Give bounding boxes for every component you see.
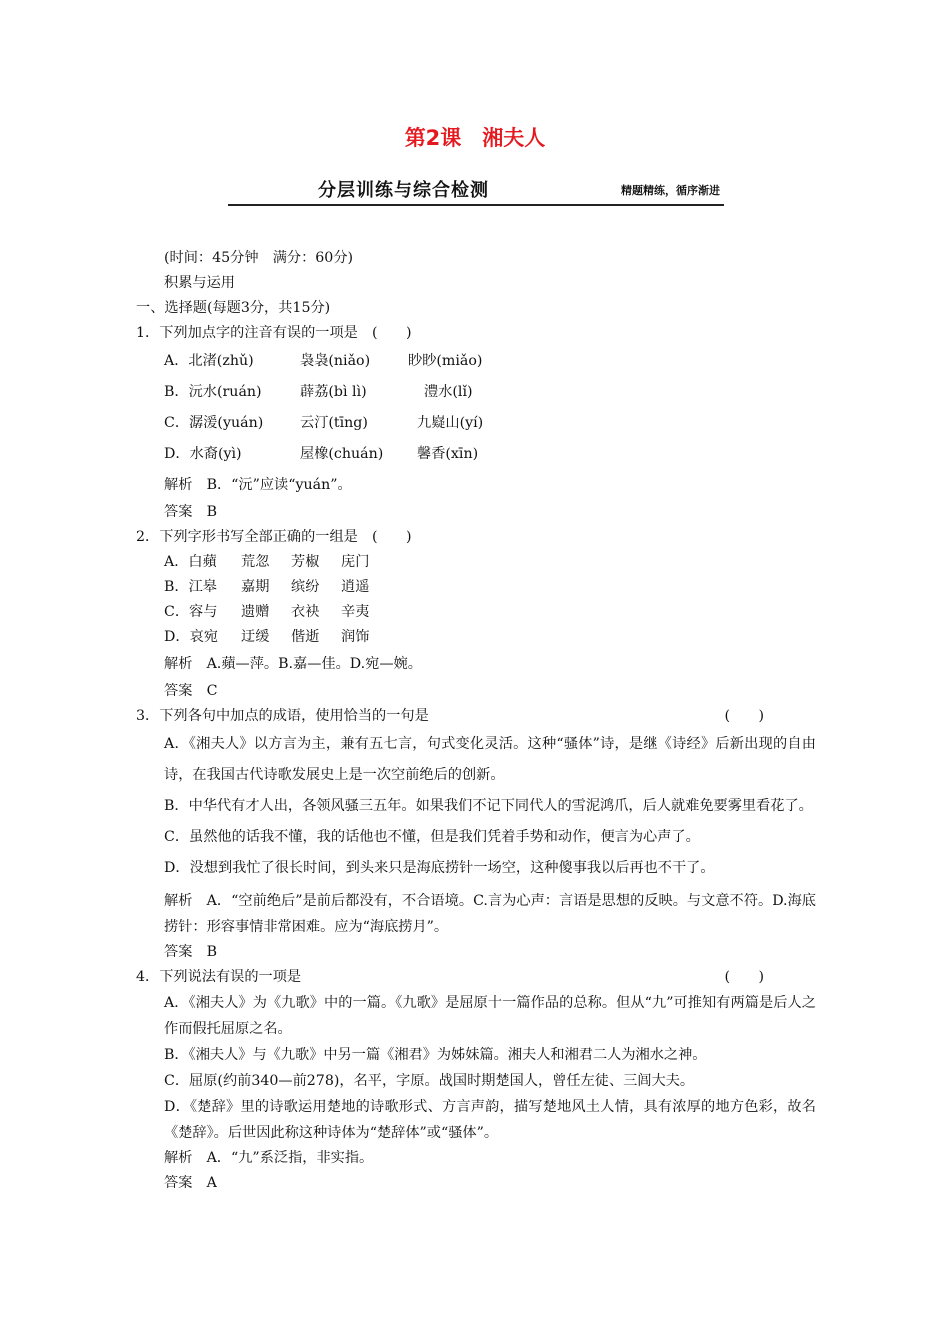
q2-option-a: A．白蘋 荒忽 芳椒 庑门 [164, 554, 370, 570]
q4-option-b: B．《湘夫人》与《九歌》中另一篇《湘君》为姊妹篇。湘夫人和湘君二人为湘水之神。 [164, 1047, 707, 1063]
q2-option-b: B．江皋 嘉期 缤纷 逍遥 [164, 579, 370, 595]
q2-analysis: 解析 A.蘋—萍。B.嘉—佳。D.宛—婉。 [164, 656, 422, 672]
page-title: 第2课 湘夫人 [404, 126, 546, 150]
q4-stem-row [136, 965, 816, 990]
section-banner [228, 174, 724, 206]
q4-option-d: D．《楚辞》里的诗歌运用楚地的诗歌形式、方言声韵，描写楚地风土人情，具有浓厚的地方色彩，故名《楚辞》。后世因此称这种诗体为“楚辞体”或“骚体”。 [164, 1099, 816, 1141]
q4-stem: 4．下列说法有误的一项是 [136, 969, 302, 985]
q2-stem: 2．下列字形书写全部正确的一组是 ( ) [136, 529, 412, 545]
q3-option-d: D．没想到我忙了很长时间，到头来只是海底捞针一场空，这种傻事我以后再也不干了。 [164, 860, 715, 876]
q1-option-a: A．北渚(zhǔ) 袅袅(niǎo) 眇眇(miǎo) [164, 353, 483, 369]
q1-analysis: 解析 B．“沅”应读“yuán”。 [164, 477, 352, 493]
q3-answer-blank: ( ) [724, 708, 764, 724]
q4-analysis: 解析 A．“九”系泛指，非实指。 [164, 1150, 374, 1166]
q2-answer: 答案 C [164, 683, 218, 699]
q2-option-d: D．哀宛 迂缓 偕逝 润饰 [164, 629, 370, 645]
q2-option-c: C．容与 遗赠 衣袂 辛夷 [164, 604, 370, 620]
q4-option-c: C．屈原(约前340—前278)，名平，字原。战国时期楚国人，曾任左徒、三闾大夫。 [164, 1073, 695, 1089]
q3-stem-row [136, 704, 816, 729]
exercise-content [136, 246, 816, 1196]
part-heading: 一、选择题(每题3分，共15分) [136, 300, 331, 316]
q4-answer: 答案 A [164, 1175, 217, 1191]
q3-analysis: 解析 A．“空前绝后”是前后都没有，不合语境。C.言为心声：言语是思想的反映。与文意不符。D.海底捞针：形容事情非常困难。应为“海底捞月”。 [164, 893, 816, 935]
q3-option-b: B．中华代有才人出，各领风骚三五年。如果我们不记下同代人的雪泥鸿爪，后人就难免要雾里看花了。 [164, 798, 813, 814]
q4-option-a: A．《湘夫人》为《九歌》中的一篇。《九歌》是屈原十一篇作品的总称。但从“九”可推知有两篇是后人之作而假托屈原之名。 [164, 995, 816, 1037]
time-score: (时间：45分钟 满分：60分) [164, 250, 354, 266]
q3-option-a: A．《湘夫人》以方言为主，兼有五七言，句式变化灵活。这种“骚体”诗，是继《诗经》后新出现的自由诗，在我国古代诗歌发展史上是一次空前绝后的创新。 [164, 736, 816, 783]
banner-subtitle: 精题精练，循序渐进 [621, 184, 720, 197]
banner-title: 分层训练与综合检测 [318, 180, 489, 201]
q3-answer: 答案 B [164, 944, 217, 960]
q3-option-c: C．虽然他的话我不懂，我的话他也不懂，但是我们凭着手势和动作，便言为心声了。 [164, 829, 700, 845]
q1-answer: 答案 B [164, 504, 217, 520]
q1-stem: 1．下列加点字的注音有误的一项是 ( ) [136, 325, 412, 341]
section-heading: 积累与运用 [164, 275, 235, 291]
q1-option-d: D．水裔(yì) 屋橡(chuán) 馨香(xīn) [164, 446, 479, 462]
q1-option-c: C．潺湲(yuán) 云汀(tīng) 九嶷山(yí) [164, 415, 484, 431]
q1-option-b: B．沅水(ruán) 薜荔(bì lì) 澧水(lǐ) [164, 384, 473, 400]
q3-stem: 3．下列各句中加点的成语，使用恰当的一句是 [136, 708, 429, 724]
q4-answer-blank: ( ) [724, 969, 764, 985]
